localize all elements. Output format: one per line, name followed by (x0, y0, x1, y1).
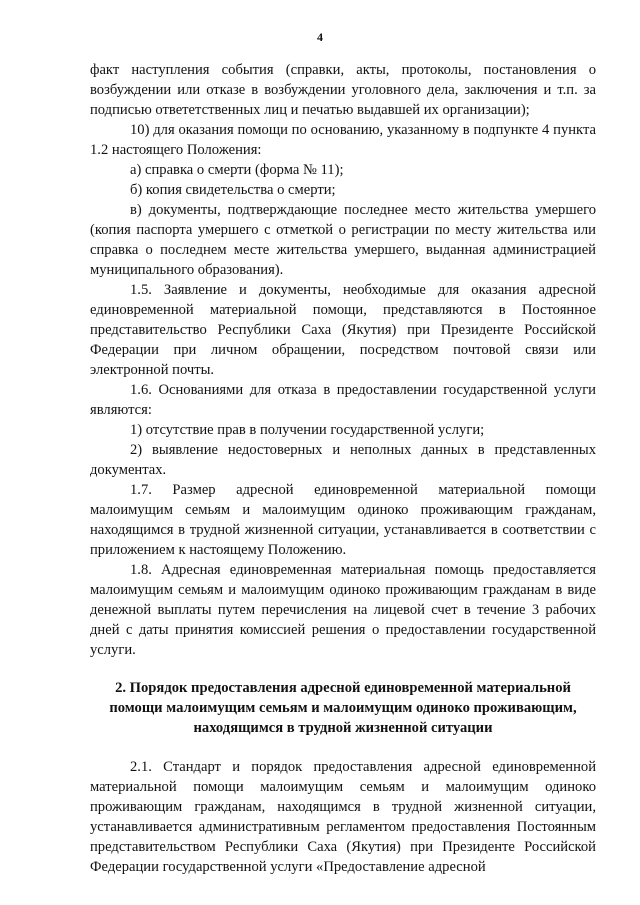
list-item: а) справка о смерти (форма № 11); (130, 162, 344, 178)
paragraph: 1.6. Основаниями для отказа в предоставлении государственной услуги являются: (90, 382, 596, 418)
section-heading: 2. Порядок предоставления адресной единовременной материальной помощи малоимущим семьям и малоимущим одиноко проживающим, находящимся в трудной жизненной ситуации (109, 680, 577, 736)
paragraph: 2.1. Стандарт и порядок предоставления адресной единовременной материальной помощи малоимущим семьям и малоимущим одиноко проживающим гражданам, находящимся в трудной жизненной ситуации, устанавливается административным регламентом предоставления Постоянным представительством Республики Саха (Якутия) при Президенте Российской Федерации государственной услуги «Предоставление адресной (90, 759, 596, 875)
document-body (90, 60, 596, 877)
list-item: б) копия свидетельства о смерти; (130, 182, 336, 198)
paragraph: 1.5. Заявление и документы, необходимые для оказания адресной единовременной материальной помощи, представляются в Постоянное представительство Республики Саха (Якутия) при Президенте Российской Федерации при личном обращении, посредством почтовой связи или электронной почты. (90, 282, 596, 378)
page-number: 4 (317, 30, 323, 44)
list-item: 2) выявление недостоверных и неполных данных в представленных документах. (90, 442, 596, 478)
paragraph: факт наступления события (справки, акты, протоколы, постановления о возбуждении или отказе в возбуждении уголовного дела, заключения и т.п. за подписью ответетственных лиц и печатью выдавшей их организации); (90, 62, 596, 118)
list-item: 1) отсутствие прав в получении государственной услуги; (130, 422, 485, 438)
paragraph: 1.7. Размер адресной единовременной материальной помощи малоимущим семьям и малоимущим одиноко проживающим гражданам, находящимся в трудной жизненной ситуации, устанавливается в соответствии с приложением к настоящему Положению. (90, 482, 596, 558)
list-item: в) документы, подтверждающие последнее место жительства умершего (копия паспорта умершего с отметкой о регистрации по месту жительства или справка о последнем месте жительства умершего, выданная администрацией муниципального образования). (90, 202, 596, 278)
paragraph: 1.8. Адресная единовременная материальная помощь предоставляется малоимущим семьям и малоимущим одиноко проживающим гражданам в виде денежной выплаты путем перечисления на лицевой счет в течение 3 рабочих дней с даты принятия комиссией решения о предоставлении государственной услуги. (90, 562, 596, 658)
paragraph: 10) для оказания помощи по основанию, указанному в подпункте 4 пункта 1.2 настоящего Положения: (90, 122, 596, 158)
